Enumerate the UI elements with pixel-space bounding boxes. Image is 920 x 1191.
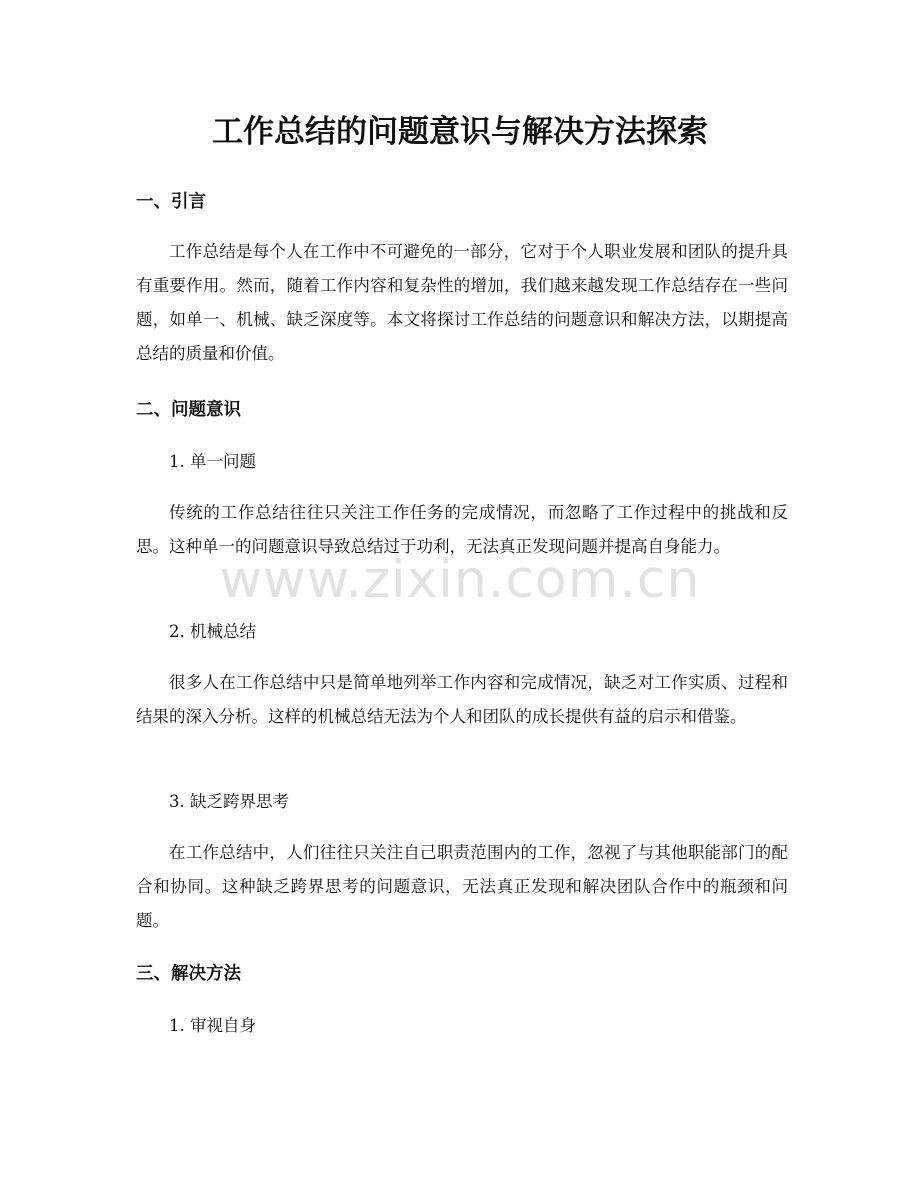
page-title: 工作总结的问题意识与解决方法探索 xyxy=(212,114,708,150)
watermark-text: www.zixin.com.cn xyxy=(219,550,701,610)
list-item-label: 1. 单一问题 xyxy=(169,452,256,471)
list-item-label: 1. 审视自身 xyxy=(169,1016,256,1035)
list-item-paragraph: 传统的工作总结往往只关注工作任务的完成情况，而忽略了工作过程中的挑战和反思。这种单一的问题意识导致总结过于功利，无法真正发现问题并提高自身能力。 xyxy=(136,503,788,556)
list-item-label: 2. 机械总结 xyxy=(169,622,256,641)
list-item-paragraph: 在工作总结中，人们往往只关注自己职责范围内的工作，忽视了与其他职能部门的配合和协同。这种缺乏跨界思考的问题意识，无法真正发现和解决团队合作中的瓶颈和问题。 xyxy=(136,843,788,930)
list-item-label: 3. 缺乏跨界思考 xyxy=(169,792,289,811)
intro-paragraph: 工作总结是每个人在工作中不可避免的一部分，它对于个人职业发展和团队的提升具有重要作用。然而，随着工作内容和复杂性的增加，我们越来越发现工作总结存在一些问题，如单一、机械、缺乏深度等。本文将探讨工作总结的问题意识和解决方法，以期提高总结的质量和价值。 xyxy=(136,242,788,363)
section-heading-problems: 二、问题意识 xyxy=(136,400,241,420)
section-heading-intro: 一、引言 xyxy=(136,192,206,212)
list-item-paragraph: 很多人在工作总结中只是简单地列举工作内容和完成情况，缺乏对工作实质、过程和结果的深入分析。这样的机械总结无法为个人和团队的成长提供有益的启示和借鉴。 xyxy=(136,673,788,726)
section-heading-solutions: 三、解决方法 xyxy=(136,964,241,984)
